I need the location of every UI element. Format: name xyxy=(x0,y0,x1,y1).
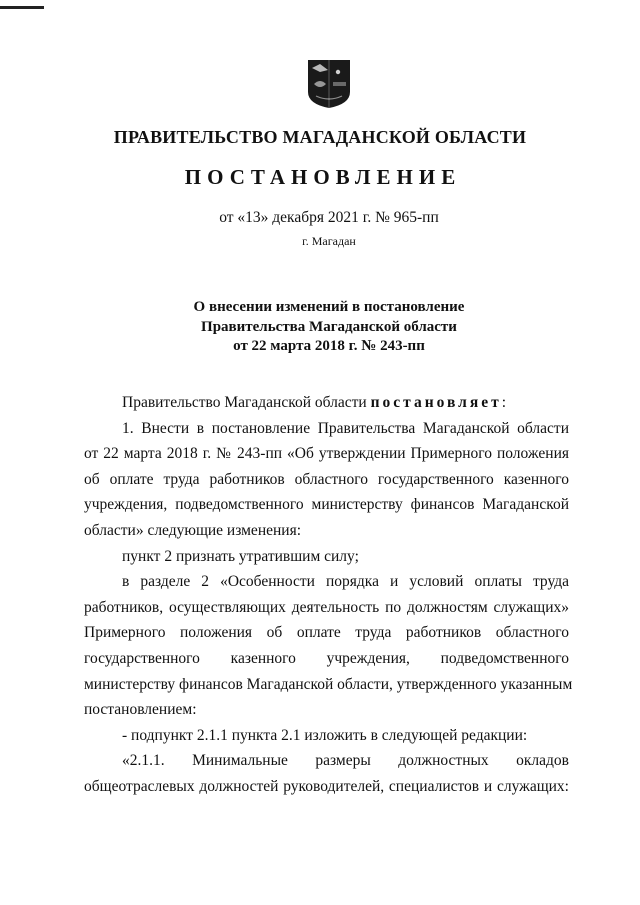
body-line: Примерного положения об оплате труда работников областного xyxy=(84,624,569,642)
organization-title: ПРАВИТЕЛЬСТВО МАГАДАНСКОЙ ОБЛАСТИ xyxy=(113,127,527,147)
body-line: работников, осуществляющих деятельность по должностям служащих» xyxy=(84,598,569,616)
document-date-number: от «13» декабря 2021 г. № 965-пп xyxy=(219,209,439,226)
body-line: области» следующие изменения: xyxy=(84,521,302,539)
preamble-verb: постановляет xyxy=(370,394,502,411)
scan-edge-mark xyxy=(0,6,44,9)
preamble-suffix: : xyxy=(501,394,507,411)
body-line: в разделе 2 «Особенности порядка и условий оплаты труда xyxy=(122,573,569,591)
document-type-title: ПОСТАНОВЛЕНИЕ xyxy=(184,165,462,189)
body-line: государственного казенного учреждения, подведомственного xyxy=(84,649,569,667)
body-line: пункт 2 признать утратившим силу; xyxy=(122,547,359,565)
body-line: постановлением: xyxy=(84,701,197,719)
body-line: - подпункт 2.1.1 пункта 2.1 изложить в следующей редакции: xyxy=(122,726,528,744)
body-line: от 22 марта 2018 г. № 243-пп «Об утверждении Примерного положения xyxy=(84,445,569,463)
subject-line: Правительства Магаданской области xyxy=(201,318,457,335)
body-line: учреждения, подведомственного министерству финансов Магаданской xyxy=(84,496,569,514)
body-line: 1. Внести в постановление Правительства Магаданской области xyxy=(122,419,569,437)
subject-line: от 22 марта 2018 г. № 243-пп xyxy=(233,338,425,354)
document-subject xyxy=(0,298,640,357)
preamble-paragraph xyxy=(84,390,569,416)
body-line: об оплате труда работников областного государственного казенного xyxy=(84,470,569,488)
body-line: общеотраслевых должностей руководителей, специалистов и служащих: xyxy=(84,777,569,795)
body-line: «2.1.1. Минимальные размеры должностных окладов xyxy=(122,752,569,770)
document-body xyxy=(84,390,573,800)
body-line: министерству финансов Магаданской области, утвержденного указанным xyxy=(84,675,573,693)
coat-of-arms-emblem xyxy=(306,58,352,110)
document-place: г. Магадан xyxy=(302,234,356,248)
subject-line: О внесении изменений в постановление xyxy=(193,299,465,315)
preamble-prefix: Правительство Магаданской области xyxy=(122,394,371,411)
